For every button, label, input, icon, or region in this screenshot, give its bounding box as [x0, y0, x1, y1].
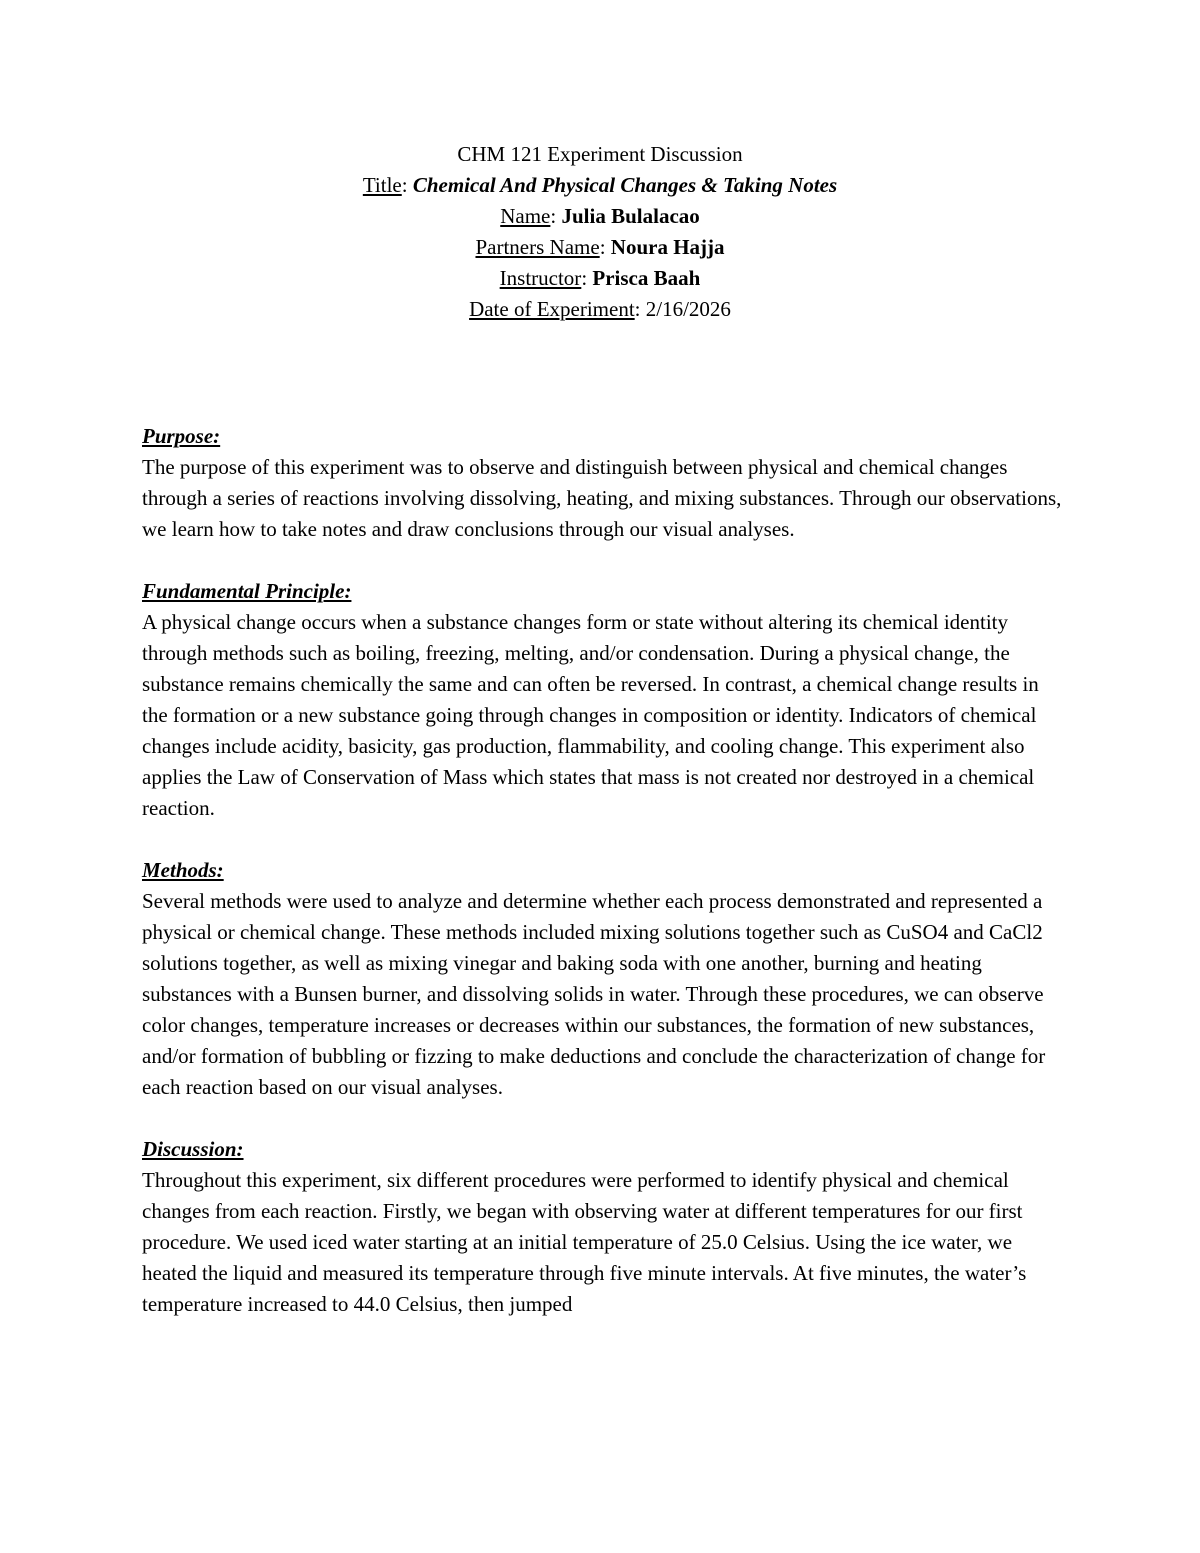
section-discussion [142, 1134, 1062, 1320]
document-header [0, 139, 1200, 325]
title-label: Title [362, 173, 402, 197]
date-line [0, 294, 1200, 325]
date-separator: : [634, 297, 646, 321]
partners-line [0, 232, 1200, 263]
course-heading: CHM 121 Experiment Discussion [457, 142, 743, 166]
date-label: Date of Experiment [469, 297, 635, 321]
name-value: Julia Bulalacao [561, 204, 700, 228]
section-fundamental-principle [142, 576, 1062, 824]
instructor-value: Prisca Baah [592, 266, 701, 290]
section-paragraph: The purpose of this experiment was to observe and distinguish between physical and chemical changes through a series of reactions involving dissolving, heating, and mixing substances. Through our observations, we learn how to take notes and draw conclusions through our visual analyses. [142, 455, 1062, 541]
name-line [0, 201, 1200, 232]
section-heading: Discussion: [142, 1137, 244, 1161]
partners-separator: : [599, 235, 611, 259]
name-label: Name [500, 204, 551, 228]
title-line [0, 170, 1200, 201]
section-methods [142, 855, 1062, 1103]
name-separator: : [550, 204, 562, 228]
document-body [142, 421, 1062, 1351]
section-heading: Methods: [142, 858, 224, 882]
instructor-label: Instructor [499, 266, 582, 290]
section-paragraph: A physical change occurs when a substance changes form or state without altering its chemical identity through methods such as boiling, freezing, melting, and/or condensation. During a physical change, the substance remains chemically the same and can often be reversed. In contrast, a chemical change results in the formation or a new substance going through changes in composition or identity. Indicators of chemical changes include acidity, basicity, gas production, flammability, and cooling change. This experiment also applies the Law of Conservation of Mass which states that mass is not created nor destroyed in a chemical reaction. [142, 610, 1039, 820]
instructor-line [0, 263, 1200, 294]
section-heading: Fundamental Principle: [142, 579, 352, 603]
partners-label: Partners Name [475, 235, 600, 259]
date-value: 2/16/2026 [645, 297, 731, 321]
title-value: Chemical And Physical Changes & Taking Notes [412, 173, 838, 197]
section-heading: Purpose: [142, 424, 221, 448]
section-purpose [142, 421, 1062, 545]
section-paragraph: Throughout this experiment, six different procedures were performed to identify physical and chemical changes from each reaction. Firstly, we began with observing water at different temperatures for our first procedure. We used iced water starting at an initial temperature of 25.0 Celsius. Using the ice water, we heated the liquid and measured its temperature through five minute intervals. At five minutes, the water’s temperature increased to 44.0 Celsius, then jumped [142, 1168, 1027, 1316]
section-paragraph: Several methods were used to analyze and determine whether each process demonstrated and represented a physical or chemical change. These methods included mixing solutions together such as CuSO4 and CaCl2 solutions together, as well as mixing vinegar and baking soda with one another, burning and heating substances with a Bunsen burner, and dissolving solids in water. Through these procedures, we can observe color changes, temperature increases or decreases within our substances, the formation of new substances, and/or formation of bubbling or fizzing to make deductions and conclude the characterization of change for each reaction based on our visual analyses. [142, 889, 1046, 1099]
title-separator: : [401, 173, 413, 197]
partners-value: Noura Hajja [610, 235, 725, 259]
instructor-separator: : [581, 266, 593, 290]
